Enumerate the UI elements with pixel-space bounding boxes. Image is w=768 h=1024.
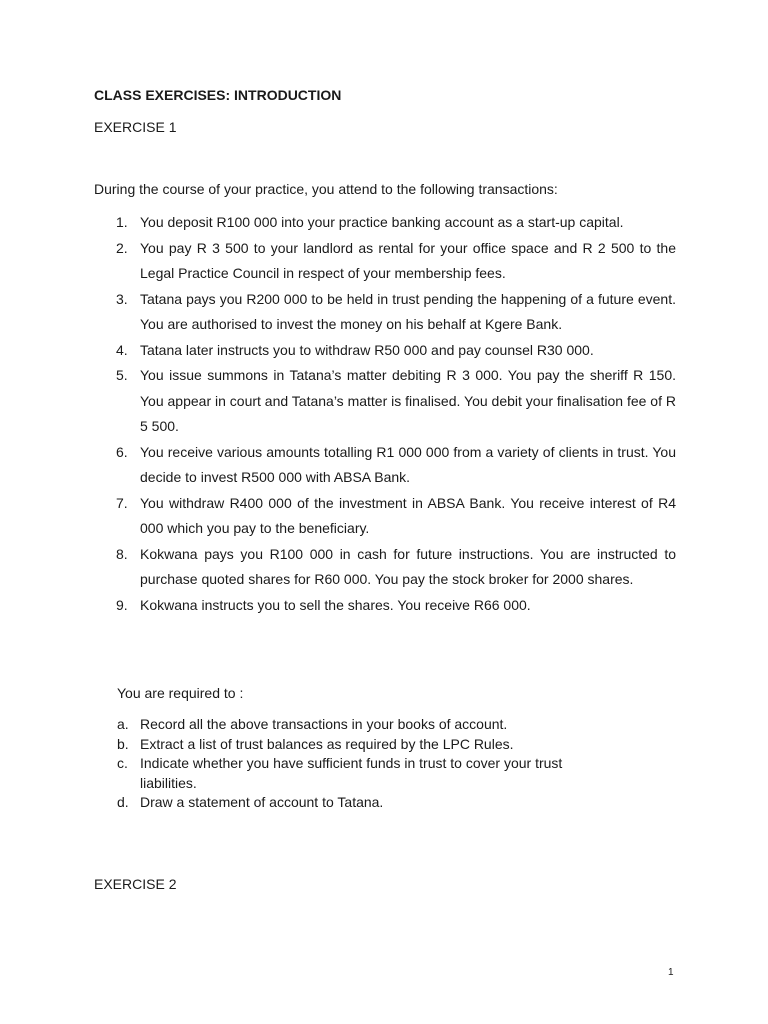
item-number: 7. (116, 494, 128, 511)
item-text: You withdraw R400 000 of the investment in ABSA Bank. You receive interest of R4 000 which you pay to the beneficiary. (140, 494, 676, 536)
item-text: Kokwana instructs you to sell the shares. You receive R66 000. (140, 596, 531, 613)
item-text: Extract a list of trust balances as required by the LPC Rules. (140, 735, 514, 752)
item-text: Indicate whether you have sufficient funds in trust to cover your trust liabilities. (140, 755, 563, 791)
requirements-list (117, 715, 587, 813)
item-letter: c. (117, 755, 128, 771)
item-letter: b. (117, 735, 129, 752)
item-text: Kokwana pays you R100 000 in cash for future instructions. You are instructed to purchase quoted shares for R60 000. You pay the stock broker for 2000 shares. (140, 545, 676, 587)
item-number: 8. (116, 545, 128, 562)
required-heading: You are required to : (117, 685, 244, 701)
item-text: You issue summons in Tatana’s matter debiting R 3 000. You pay the sheriff R 150. You appear in court and Tatana’s matter is finalised. You debit your finalisation fee of R 5 500. (140, 367, 676, 434)
item-number: 4. (116, 341, 128, 358)
list-item (94, 338, 676, 364)
list-item (94, 440, 676, 491)
item-text: Tatana pays you R200 000 to be held in trust pending the happening of a future event. You are authorised to invest the money on his behalf at Kgere Bank. (140, 290, 676, 332)
list-item (94, 491, 676, 542)
item-text: You deposit R100 000 into your practice banking account as a start-up capital. (140, 214, 624, 230)
transaction-list (94, 210, 676, 618)
intro-paragraph: During the course of your practice, you attend to the following transactions: (94, 181, 558, 197)
item-text: Draw a statement of account to Tatana. (140, 794, 384, 810)
item-number: 6. (116, 443, 128, 460)
list-item (94, 236, 676, 287)
list-item (94, 593, 676, 619)
item-text: You receive various amounts totalling R1 000 000 from a variety of clients in trust. You decide to invest R500 000 with ABSA Bank. (140, 443, 676, 485)
item-letter: a. (117, 716, 129, 732)
item-text: Record all the above transactions in your books of account. (140, 716, 508, 732)
item-text: Tatana later instructs you to withdraw R50 000 and pay counsel R30 000. (140, 341, 594, 358)
list-item (117, 715, 587, 735)
list-item (117, 793, 587, 813)
list-item (94, 542, 676, 593)
item-number: 5. (116, 367, 128, 383)
item-number: 2. (116, 239, 128, 256)
list-item (94, 210, 676, 236)
list-item (117, 754, 587, 793)
exercise-1-heading: EXERCISE 1 (94, 119, 177, 135)
item-letter: d. (117, 794, 129, 810)
item-number: 9. (116, 596, 128, 613)
item-number: 1. (116, 214, 128, 230)
list-item (94, 287, 676, 338)
exercise-2-heading: EXERCISE 2 (94, 876, 177, 892)
list-item (117, 735, 587, 755)
item-text: You pay R 3 500 to your landlord as rental for your office space and R 2 500 to the Legal Practice Council in respect of your membership fees. (140, 239, 676, 281)
document-title: CLASS EXERCISES: INTRODUCTION (94, 87, 342, 103)
item-number: 3. (116, 290, 128, 307)
page-number: 1 (668, 967, 674, 978)
list-item (94, 363, 676, 440)
